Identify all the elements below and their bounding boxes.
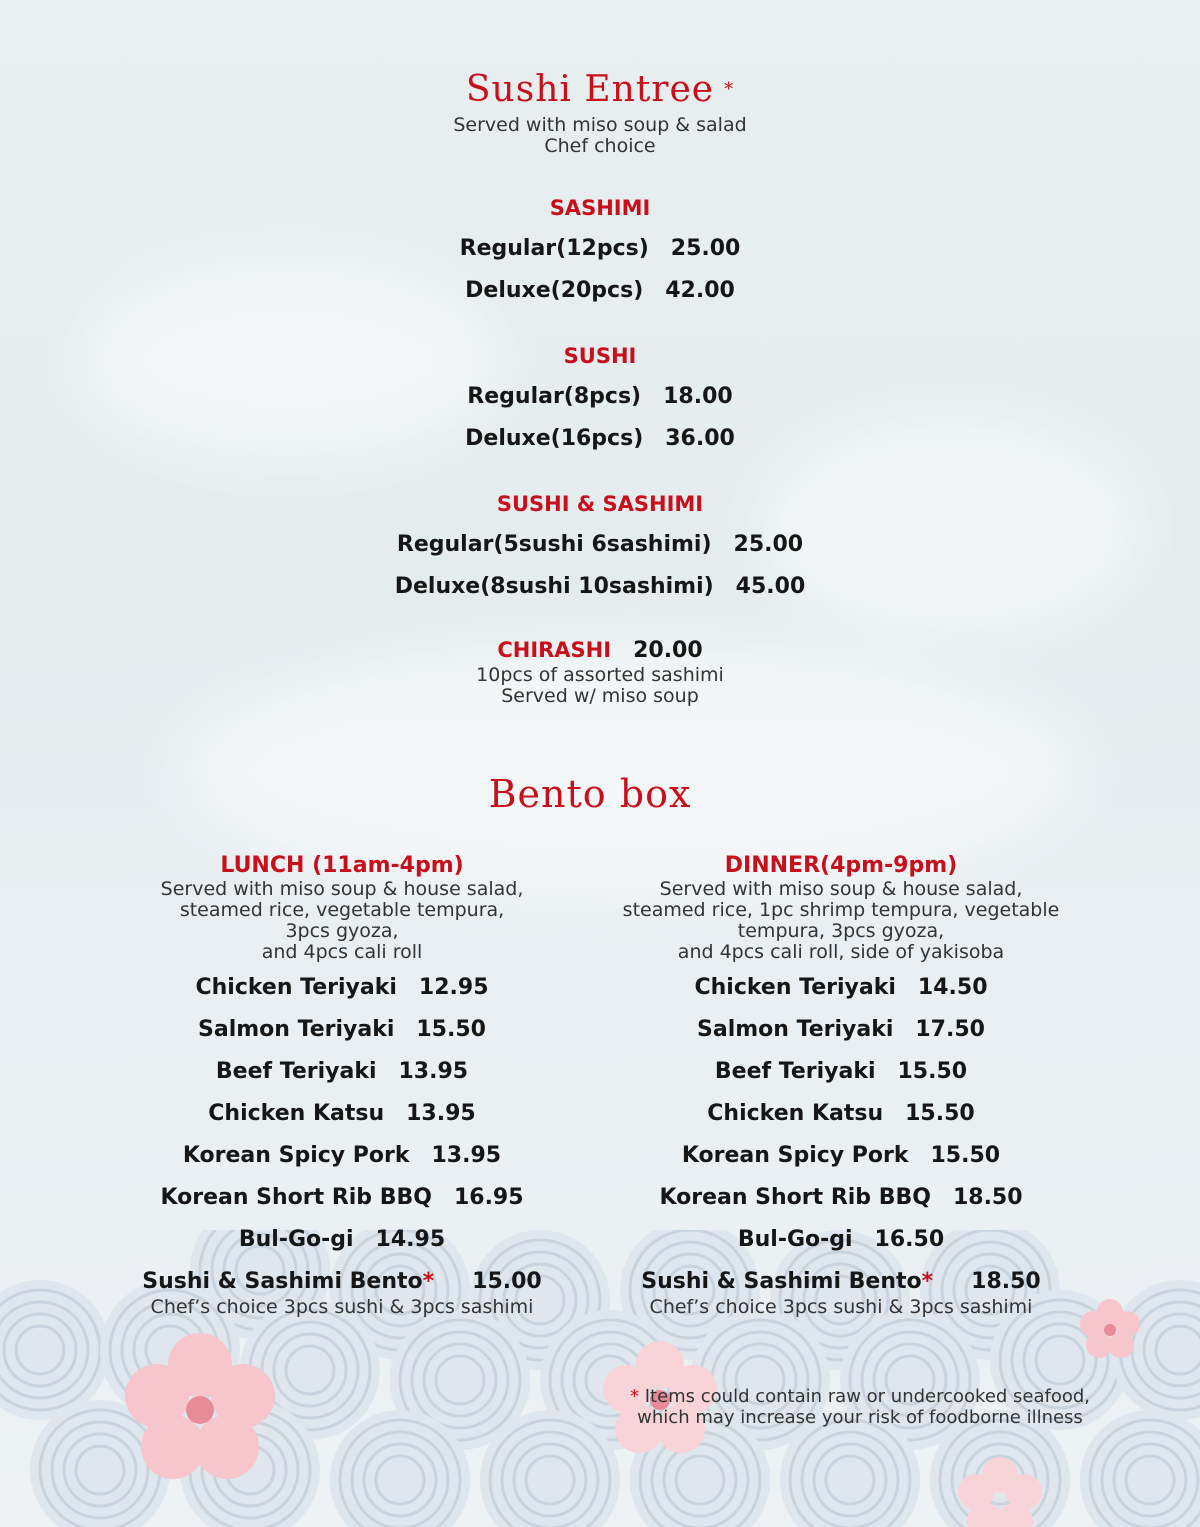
price: 15.00 <box>472 1269 542 1294</box>
price: 16.50 <box>874 1227 945 1252</box>
price: 13.95 <box>431 1143 502 1168</box>
section-title-sushi: SUSHI <box>563 344 637 368</box>
menu-item: Deluxe(20pcs) 42.00 <box>465 278 735 303</box>
price: 13.95 <box>398 1059 469 1084</box>
menu-item: Korean Short Rib BBQ 16.95 <box>160 1185 524 1210</box>
lunch-desc-line: and 4pcs cali roll <box>261 941 423 963</box>
menu-item: Regular(8pcs) 18.00 <box>467 384 733 409</box>
chirashi-desc-line: Served w/ miso soup <box>501 685 699 707</box>
price: 36.00 <box>665 426 735 451</box>
footnote-line: Items could contain raw or undercooked seafood, <box>644 1386 1091 1407</box>
footnote-star: * <box>629 1386 645 1407</box>
special-desc: Chef’s choice 3pcs sushi & 3pcs sashimi <box>649 1296 1033 1318</box>
price: 15.50 <box>930 1143 1001 1168</box>
chirashi-label: CHIRASHI <box>497 638 612 662</box>
price: 16.95 <box>453 1185 524 1210</box>
price: 15.50 <box>897 1059 968 1084</box>
entree-subtitle-line: Chef choice <box>544 135 656 157</box>
lunch-header <box>62 853 622 879</box>
price: 25.00 <box>733 532 804 557</box>
dinner-desc-line: and 4pcs cali roll, side of yakisoba <box>677 941 1005 963</box>
menu-item: Chicken Teriyaki 14.50 <box>694 975 988 1000</box>
special-star: * <box>921 1269 934 1294</box>
entree-subtitle-line: Served with miso soup & salad <box>453 114 747 136</box>
dinner-header <box>561 853 1121 879</box>
entree-subtitle <box>0 115 1200 157</box>
section-title-sashimi: SASHIMI <box>549 196 651 220</box>
chirashi-desc <box>0 665 1200 707</box>
lunch-label: LUNCH <box>220 853 305 878</box>
menu-item: Bul-Go-gi 16.50 <box>737 1227 945 1252</box>
menu-item: Korean Spicy Pork 13.95 <box>182 1143 502 1168</box>
price: 18.50 <box>952 1185 1023 1210</box>
lunch-desc-line: 3pcs gyoza, <box>285 920 399 942</box>
price: 45.00 <box>735 574 806 599</box>
menu-item: Chicken Teriyaki 12.95 <box>195 975 489 1000</box>
dinner-desc <box>561 879 1121 963</box>
dinner-column <box>561 853 1121 1318</box>
footnote <box>600 1386 1120 1428</box>
price: 12.95 <box>418 975 489 1000</box>
special-star: * <box>422 1269 435 1294</box>
footnote-line: which may increase your risk of foodborne illness <box>637 1407 1083 1428</box>
entree-star: * <box>724 79 735 100</box>
menu-item: Bul-Go-gi 14.95 <box>238 1227 446 1252</box>
special-item: Sushi & Sashimi Bento* 15.00 <box>142 1269 542 1294</box>
price: 14.50 <box>917 975 988 1000</box>
price: 42.00 <box>665 278 735 303</box>
chirashi-item <box>0 638 1200 663</box>
menu-item: Deluxe(8sushi 10sashimi) 45.00 <box>394 574 806 599</box>
lunch-desc-line: Served with miso soup & house salad, <box>160 878 524 900</box>
dinner-desc-line: Served with miso soup & house salad, <box>659 878 1023 900</box>
price: 18.00 <box>663 384 733 409</box>
entree-title <box>0 66 1200 114</box>
lunch-column <box>62 853 622 1318</box>
price: 15.50 <box>416 1017 486 1042</box>
cloud-decoration <box>760 420 1140 640</box>
bento-title: Bento box <box>488 772 692 816</box>
menu-item: Korean Short Rib BBQ 18.50 <box>659 1185 1023 1210</box>
lunch-desc <box>62 879 622 963</box>
menu-item: Salmon Teriyaki 17.50 <box>697 1017 985 1042</box>
special-item: Sushi & Sashimi Bento* 18.50 <box>641 1269 1041 1294</box>
chirashi-desc-line: 10pcs of assorted sashimi <box>476 664 724 686</box>
price: 18.50 <box>971 1269 1041 1294</box>
lunch-desc-line: steamed rice, vegetable tempura, <box>179 899 505 921</box>
dinner-desc-line: tempura, 3pcs gyoza, <box>737 920 945 942</box>
menu-item: Deluxe(16pcs) 36.00 <box>465 426 735 451</box>
dinner-hours: (4pm-9pm) <box>820 853 958 878</box>
dinner-label: DINNER <box>724 853 821 878</box>
price: 14.95 <box>375 1227 446 1252</box>
menu-item: Beef Teriyaki 13.95 <box>215 1059 469 1084</box>
entree-title-text: Sushi Entree <box>465 69 715 110</box>
menu-item: Regular(12pcs) 25.00 <box>459 236 741 261</box>
price: 17.50 <box>915 1017 985 1042</box>
dinner-desc-line: steamed rice, 1pc shrimp tempura, vegetable <box>622 899 1060 921</box>
price: 25.00 <box>670 236 741 261</box>
menu-item: Beef Teriyaki 15.50 <box>714 1059 968 1084</box>
menu-item: Chicken Katsu 13.95 <box>208 1101 476 1126</box>
menu-item: Regular(5sushi 6sashimi) 25.00 <box>396 532 804 557</box>
section-title-sushi-sashimi: SUSHI & SASHIMI <box>496 492 704 516</box>
lunch-hours: (11am-4pm) <box>304 853 464 878</box>
special-desc: Chef’s choice 3pcs sushi & 3pcs sashimi <box>150 1296 534 1318</box>
price: 13.95 <box>406 1101 476 1126</box>
price: 20.00 <box>633 638 703 663</box>
menu-item: Chicken Katsu 15.50 <box>707 1101 975 1126</box>
menu-item: Salmon Teriyaki 15.50 <box>198 1017 486 1042</box>
menu-item: Korean Spicy Pork 15.50 <box>681 1143 1001 1168</box>
price: 15.50 <box>905 1101 975 1126</box>
